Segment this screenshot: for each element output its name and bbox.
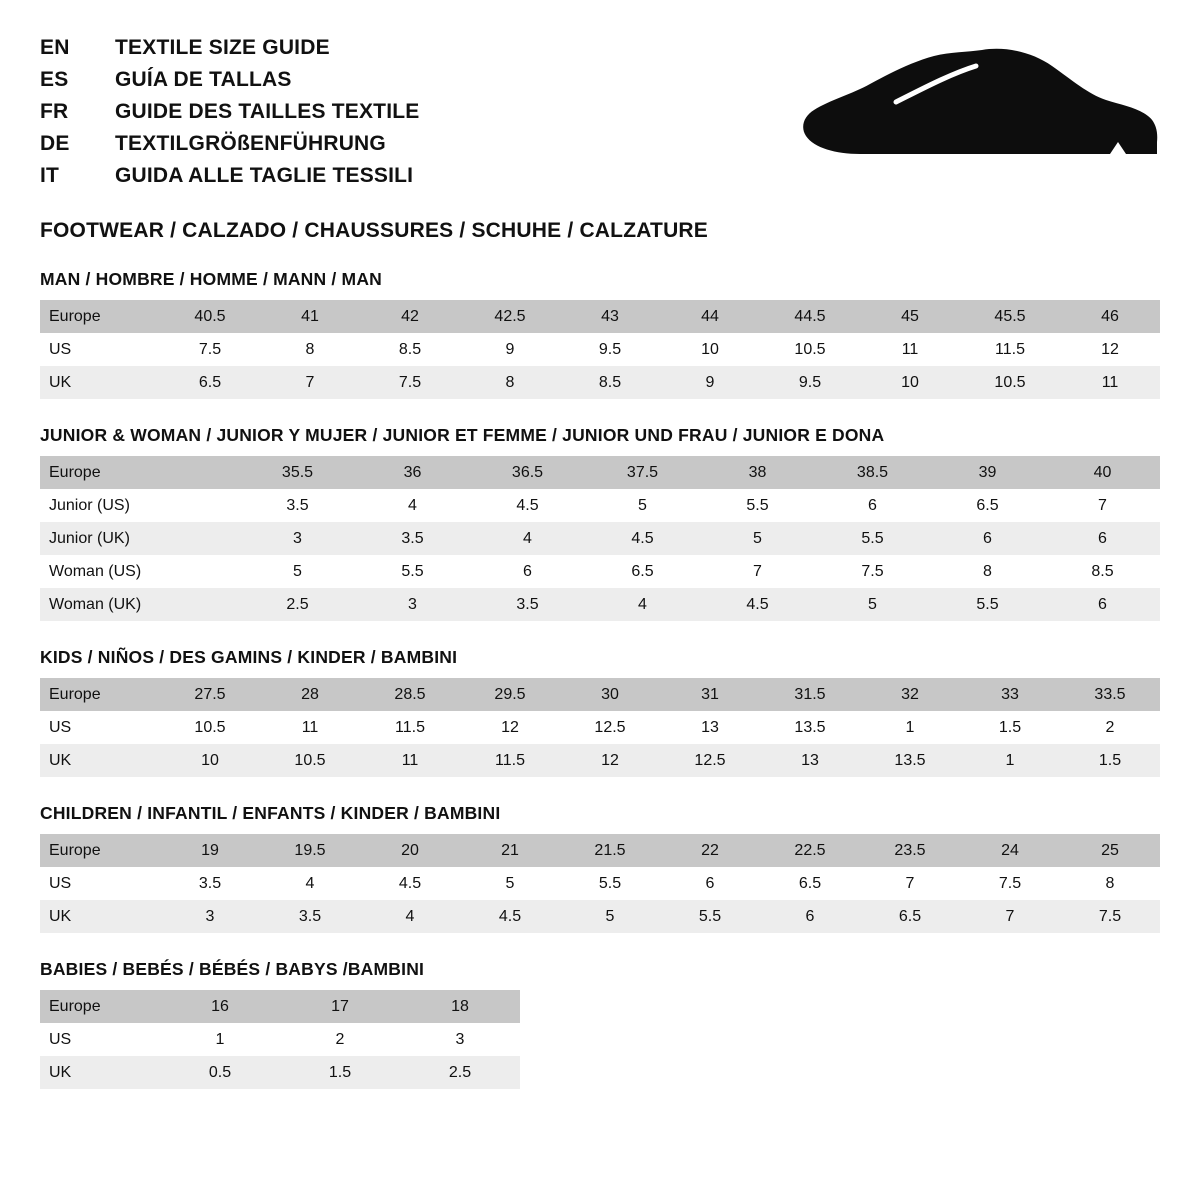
cell: 5.5 [355,555,470,588]
dress-shoe-icon [800,42,1160,182]
cell: 10.5 [760,333,860,366]
size-table-babies [40,990,520,1089]
table-row [40,678,1160,711]
cell: 3 [160,900,260,933]
cell: 2.5 [240,588,355,621]
cell: 5.5 [560,867,660,900]
cell: 37.5 [585,456,700,489]
section-title-babies: BABIES / BEBÉS / BÉBÉS / BABYS /BAMBINI [40,959,425,979]
cell: 1 [960,744,1060,777]
cell: 36.5 [470,456,585,489]
cell: 32 [860,678,960,711]
language-code-it: IT [40,164,60,187]
table-row [40,711,1160,744]
cell: 27.5 [160,678,260,711]
row-label: US [40,867,160,900]
cell: 2 [1060,711,1160,744]
cell: 8.5 [360,333,460,366]
cell: 46 [1060,300,1160,333]
cell: 35.5 [240,456,355,489]
cell: 6 [1045,588,1160,621]
cell: 41 [260,300,360,333]
cell: 1 [860,711,960,744]
cell: 9 [660,366,760,399]
cell: 21.5 [560,834,660,867]
cell: 13.5 [860,744,960,777]
language-title-fr: GUIDE DES TAILLES TEXTILE [115,100,420,123]
cell: 5.5 [815,522,930,555]
cell: 45.5 [960,300,1060,333]
language-code-es: ES [40,68,69,91]
row-label: UK [40,366,160,399]
cell: 19.5 [260,834,360,867]
cell: 24 [960,834,1060,867]
cell: 38.5 [815,456,930,489]
cell: 11.5 [460,744,560,777]
cell: 29.5 [460,678,560,711]
cell: 42.5 [460,300,560,333]
cell: 10.5 [960,366,1060,399]
cell: 5 [585,489,700,522]
section-title-children: CHILDREN / INFANTIL / ENFANTS / KINDER / BAMBINI [40,803,501,823]
cell: 3 [355,588,470,621]
cell: 10.5 [260,744,360,777]
cell: 23.5 [860,834,960,867]
cell: 6.5 [760,867,860,900]
cell: 2.5 [400,1056,520,1089]
cell: 11 [860,333,960,366]
cell: 16 [160,990,280,1023]
cell: 2 [280,1023,400,1056]
cell: 5 [815,588,930,621]
cell: 4 [470,522,585,555]
table-row [40,489,1160,522]
cell: 7 [260,366,360,399]
cell: 18 [400,990,520,1023]
cell: 12.5 [560,711,660,744]
language-title-it: GUIDA ALLE TAGLIE TESSILI [115,164,414,187]
language-code-en: EN [40,36,70,59]
cell: 13 [760,744,860,777]
cell: 25 [1060,834,1160,867]
section-title-kids: KIDS / NIÑOS / DES GAMINS / KINDER / BAMBINI [40,647,458,667]
cell: 40.5 [160,300,260,333]
cell: 4.5 [360,867,460,900]
section-title-junior-woman: JUNIOR & WOMAN / JUNIOR Y MUJER / JUNIOR ET FEMME / JUNIOR UND FRAU / JUNIOR E DONA [40,425,885,445]
size-table-children [40,834,1160,933]
row-label: UK [40,900,160,933]
table-row [40,867,1160,900]
cell: 1.5 [960,711,1060,744]
language-title-de: TEXTILGRÖßENFÜHRUNG [115,132,386,155]
cell: 7.5 [1060,900,1160,933]
cell: 44 [660,300,760,333]
cell: 19 [160,834,260,867]
cell: 7.5 [160,333,260,366]
table-row [40,990,520,1023]
table-row [40,333,1160,366]
cell: 8.5 [1045,555,1160,588]
cell: 12 [560,744,660,777]
row-label: US [40,711,160,744]
cell: 7 [700,555,815,588]
cell: 5 [560,900,660,933]
cell: 21 [460,834,560,867]
section-babies [40,959,1160,1089]
cell: 12 [1060,333,1160,366]
cell: 5 [240,555,355,588]
cell: 12 [460,711,560,744]
language-row [40,68,800,100]
cell: 4.5 [460,900,560,933]
cell: 45 [860,300,960,333]
cell: 5 [460,867,560,900]
cell: 17 [280,990,400,1023]
section-children [40,803,1160,933]
cell: 4.5 [700,588,815,621]
cell: 5.5 [660,900,760,933]
cell: 33 [960,678,1060,711]
cell: 9.5 [560,333,660,366]
table-row [40,588,1160,621]
cell: 10.5 [160,711,260,744]
cell: 4.5 [470,489,585,522]
language-row [40,164,800,196]
cell: 10 [860,366,960,399]
cell: 0.5 [160,1056,280,1089]
cell: 30 [560,678,660,711]
cell: 28.5 [360,678,460,711]
table-row [40,366,1160,399]
cell: 1.5 [1060,744,1160,777]
cell: 10 [160,744,260,777]
row-label: Europe [40,834,160,867]
cell: 3.5 [160,867,260,900]
row-label: US [40,333,160,366]
cell: 3.5 [240,489,355,522]
cell: 11 [360,744,460,777]
category-title: FOOTWEAR / CALZADO / CHAUSSURES / SCHUHE / CALZATURE [40,219,709,242]
language-header [40,36,800,243]
cell: 7.5 [815,555,930,588]
cell: 6.5 [160,366,260,399]
cell: 6 [660,867,760,900]
cell: 4 [360,900,460,933]
cell: 11.5 [360,711,460,744]
cell: 38 [700,456,815,489]
cell: 3.5 [470,588,585,621]
size-table-junior-woman [40,456,1160,621]
row-label: UK [40,744,160,777]
cell: 31.5 [760,678,860,711]
cell: 43 [560,300,660,333]
cell: 11 [1060,366,1160,399]
table-row [40,1023,520,1056]
cell: 11 [260,711,360,744]
cell: 6 [1045,522,1160,555]
language-code-de: DE [40,132,70,155]
table-row [40,1056,520,1089]
row-label: Woman (US) [40,555,240,588]
cell: 3 [400,1023,520,1056]
cell: 10 [660,333,760,366]
cell: 1 [160,1023,280,1056]
table-row [40,744,1160,777]
cell: 8 [460,366,560,399]
cell: 13 [660,711,760,744]
cell: 40 [1045,456,1160,489]
row-label: US [40,1023,160,1056]
cell: 6 [470,555,585,588]
language-code-fr: FR [40,100,69,123]
language-title-en: TEXTILE SIZE GUIDE [115,36,330,59]
cell: 20 [360,834,460,867]
cell: 12.5 [660,744,760,777]
cell: 6.5 [930,489,1045,522]
row-label: Europe [40,300,160,333]
cell: 7.5 [960,867,1060,900]
cell: 6 [760,900,860,933]
language-row [40,36,800,68]
cell: 7 [960,900,1060,933]
cell: 8 [1060,867,1160,900]
cell: 5.5 [930,588,1045,621]
cell: 9 [460,333,560,366]
table-row [40,834,1160,867]
cell: 42 [360,300,460,333]
table-row [40,456,1160,489]
cell: 31 [660,678,760,711]
size-table-man [40,300,1160,399]
table-row [40,555,1160,588]
cell: 3.5 [355,522,470,555]
cell: 33.5 [1060,678,1160,711]
cell: 22.5 [760,834,860,867]
row-label: UK [40,1056,160,1089]
cell: 13.5 [760,711,860,744]
cell: 6 [930,522,1045,555]
cell: 6.5 [585,555,700,588]
cell: 5 [700,522,815,555]
table-row [40,300,1160,333]
section-title-man: MAN / HOMBRE / HOMME / MANN / MAN [40,269,382,289]
cell: 5.5 [700,489,815,522]
language-row [40,132,800,164]
cell: 1.5 [280,1056,400,1089]
cell: 22 [660,834,760,867]
cell: 6.5 [860,900,960,933]
cell: 3 [240,522,355,555]
section-kids [40,647,1160,777]
language-row [40,100,800,132]
table-row [40,522,1160,555]
row-label: Europe [40,990,160,1023]
cell: 4.5 [585,522,700,555]
cell: 7 [1045,489,1160,522]
row-label: Junior (UK) [40,522,240,555]
row-label: Junior (US) [40,489,240,522]
table-row [40,900,1160,933]
cell: 4 [585,588,700,621]
cell: 9.5 [760,366,860,399]
cell: 36 [355,456,470,489]
section-man [40,269,1160,399]
cell: 7 [860,867,960,900]
row-label: Europe [40,678,160,711]
section-junior-woman [40,425,1160,621]
cell: 4 [260,867,360,900]
cell: 7.5 [360,366,460,399]
row-label: Woman (UK) [40,588,240,621]
cell: 8.5 [560,366,660,399]
cell: 11.5 [960,333,1060,366]
row-label: Europe [40,456,240,489]
language-title-es: GUÍA DE TALLAS [115,68,292,91]
cell: 39 [930,456,1045,489]
cell: 8 [930,555,1045,588]
cell: 28 [260,678,360,711]
cell: 3.5 [260,900,360,933]
cell: 44.5 [760,300,860,333]
cell: 8 [260,333,360,366]
cell: 6 [815,489,930,522]
size-table-kids [40,678,1160,777]
cell: 4 [355,489,470,522]
